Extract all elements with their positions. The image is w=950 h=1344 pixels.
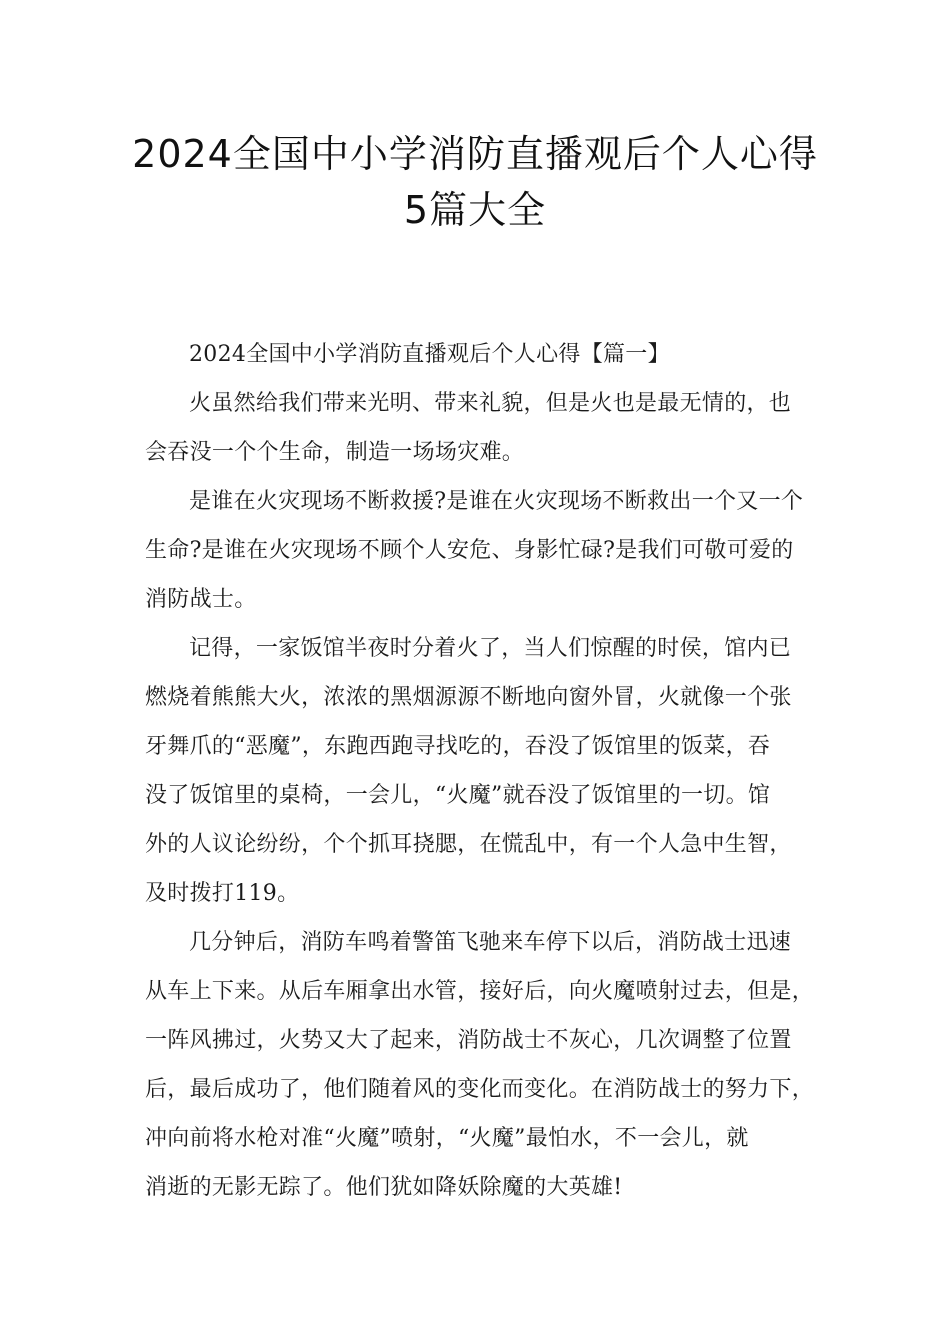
text-line: 没了饭馆里的桌椅，一会儿，“火魔”就吞没了饭馆里的一切。馆 (145, 783, 771, 808)
text-line: 生命?是谁在火灾现场不顾个人安危、身影忙碌?是我们可敬可爱的 (145, 538, 794, 563)
text-line: 消防战士。 (145, 587, 257, 612)
text-line: 燃烧着熊熊大火，浓浓的黑烟源源不断地向窗外冒，火就像一个张 (145, 685, 792, 710)
paragraph (145, 379, 825, 477)
paragraph (145, 477, 825, 624)
document-title-line-2: 5篇大全 (403, 188, 547, 232)
text-line: 会吞没一个个生命，制造一场场灾难。 (145, 440, 525, 465)
text-line: 一阵风拂过，火势又大了起来，消防战士不灰心，几次调整了位置 (145, 1028, 792, 1053)
text-line: 冲向前将水枪对准“火魔”喷射，“火魔”最怕水，不一会儿，就 (145, 1126, 749, 1151)
text-line: 是谁在火灾现场不断救援?是谁在火灾现场不断救出一个又一个 (189, 489, 804, 514)
paragraph (145, 624, 825, 918)
text-line: 火虽然给我们带来光明、带来礼貌，但是火也是最无情的，也 (189, 391, 792, 416)
document-title-line-1: 2024全国中小学消防直播观后个人心得 (132, 132, 818, 176)
text-line: 外的人议论纷纷，个个抓耳挠腮，在慌乱中，有一个人急中生智， (145, 832, 792, 857)
text-line: 后，最后成功了，他们随着风的变化而变化。在消防战士的努力下， (145, 1077, 815, 1102)
text-line: 牙舞爪的“恶魔”，东跑西跑寻找吃的，吞没了饭馆里的饭菜，吞 (145, 734, 771, 759)
text-line: 消逝的无影无踪了。他们犹如降妖除魔的大英雄! (145, 1175, 623, 1200)
document-title (100, 126, 850, 238)
text-line: 及时拨打119。 (145, 881, 300, 906)
text-line: 记得，一家饭馆半夜时分着火了，当人们惊醒的时侯，馆内已 (189, 636, 792, 661)
paragraph (145, 918, 825, 1212)
section-heading (145, 330, 825, 379)
text-line: 从车上下来。从后车厢拿出水管，接好后，向火魔喷射过去，但是， (145, 979, 815, 1004)
text-line: 几分钟后，消防车鸣着警笛飞驰来车停下以后，消防战士迅速 (189, 930, 792, 955)
text-line: 2024全国中小学消防直播观后个人心得【篇一】 (189, 342, 670, 367)
document-body (145, 330, 825, 1212)
